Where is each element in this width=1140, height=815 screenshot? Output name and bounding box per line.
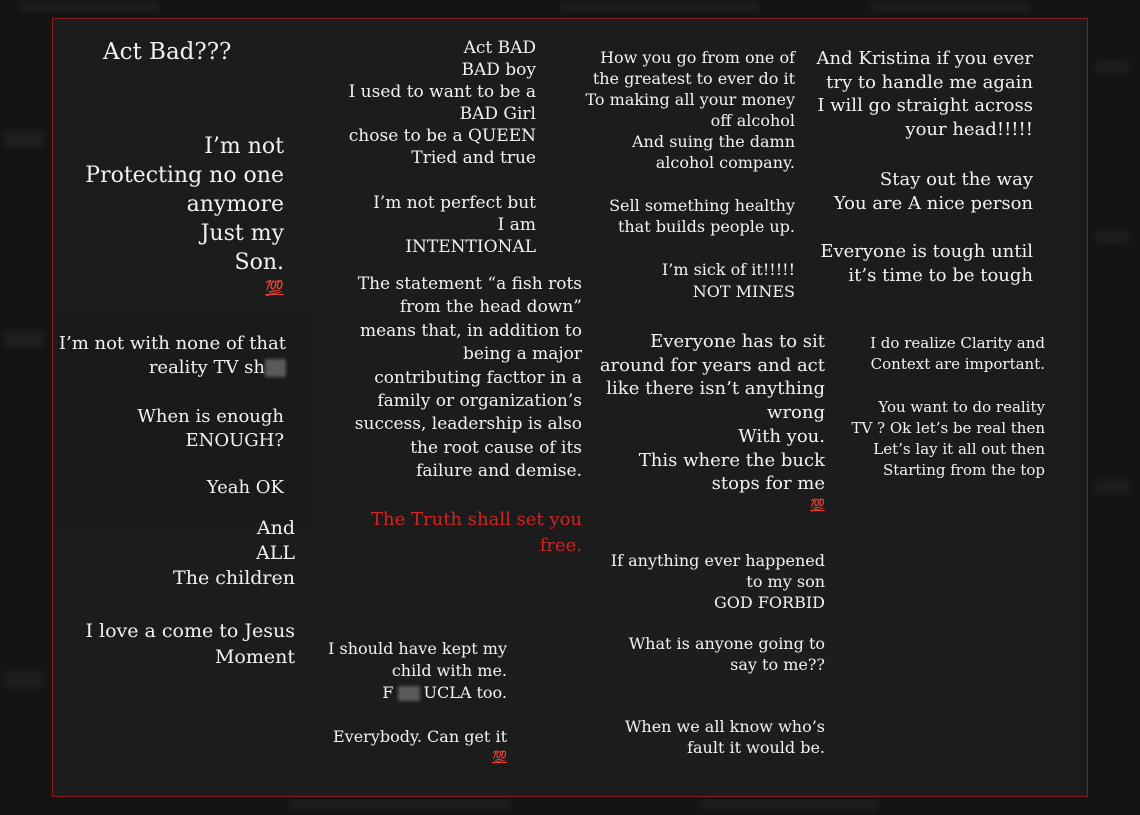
alcohol-line-5: And suing the damn bbox=[632, 132, 795, 151]
children-text bbox=[73, 516, 295, 591]
kristina-line-3: I will go straight across bbox=[817, 95, 1033, 116]
fish-line-4: being a major bbox=[462, 344, 582, 365]
alcohol-line-6: alcohol company. bbox=[655, 153, 795, 172]
alcohol-line-3: To making all your money bbox=[585, 90, 795, 109]
healthy-line-2: that builds people up. bbox=[618, 217, 795, 236]
clarity-line-2: Context are important. bbox=[870, 355, 1045, 373]
sit-line-3: like there isn’t anything bbox=[606, 378, 825, 400]
fish-line-5: contributing facttor in a bbox=[374, 367, 582, 388]
actbad-line-2: BAD boy bbox=[461, 60, 536, 80]
clarity-text bbox=[833, 333, 1045, 375]
fish-line-8: the root cause of its bbox=[410, 437, 582, 458]
collage-frame bbox=[52, 18, 1088, 797]
background-blur-8 bbox=[1095, 230, 1130, 244]
sit-line-1: Everyone has to sit bbox=[650, 331, 825, 352]
reality-tv-text bbox=[833, 397, 1045, 481]
background-blur-4 bbox=[4, 130, 44, 148]
kept-line-1: I should have kept my bbox=[328, 639, 507, 658]
background-blur-3 bbox=[870, 2, 1030, 12]
say-line-1: What is anyone going to bbox=[628, 634, 825, 653]
alcohol-line-4: off alcohol bbox=[710, 111, 795, 130]
realtv-line-4: Starting from the top bbox=[882, 461, 1045, 479]
actbad-line-4: BAD Girl bbox=[459, 104, 536, 124]
background-blur-5 bbox=[4, 330, 44, 348]
fish-line-6: family or organization’s bbox=[377, 391, 582, 412]
sit-line-5: With you. bbox=[738, 425, 825, 447]
protect-line-2: Protecting no one bbox=[85, 163, 284, 188]
realtv-line-1: You want to do reality bbox=[878, 398, 1045, 416]
ucla-suffix: UCLA too. bbox=[423, 683, 507, 702]
tough-line-2: it’s time to be tough bbox=[848, 265, 1033, 286]
censor-blur bbox=[265, 359, 286, 377]
protect-line-1: I’m not bbox=[204, 134, 284, 159]
protect-line-4: Just my bbox=[200, 221, 284, 246]
jesus-text bbox=[73, 618, 295, 670]
tough-text bbox=[813, 240, 1033, 288]
clarity-line-1: I do realize Clarity and bbox=[870, 334, 1045, 352]
reality-text bbox=[57, 332, 286, 380]
background-blur-7 bbox=[1095, 60, 1130, 74]
yeah-ok-text: Yeah OK bbox=[206, 477, 284, 498]
reality-line-1: I’m not with none of that bbox=[58, 333, 286, 354]
realtv-line-3: Let’s lay it all out then bbox=[873, 440, 1045, 458]
alcohol-line-1: How you go from one of bbox=[600, 48, 795, 67]
say-line-2: say to me?? bbox=[730, 655, 825, 674]
sick-line-1: I’m sick of it!!!!! bbox=[661, 260, 795, 279]
healthy-line-1: Sell something healthy bbox=[609, 196, 795, 215]
enough-line-1: When is enough bbox=[137, 406, 284, 427]
healthy-text bbox=[583, 195, 795, 237]
kristina-line-2: try to handle me again bbox=[826, 71, 1033, 93]
alcohol-line-2: the greatest to ever do it bbox=[592, 69, 795, 88]
background-blur-6 bbox=[4, 670, 44, 688]
act-bad-title: Act Bad??? bbox=[103, 39, 232, 65]
fish-rots-text bbox=[333, 273, 582, 484]
fault-line-1: When we all know who’s bbox=[624, 717, 825, 736]
hundred-emoji-icon-3: 💯 bbox=[810, 497, 825, 512]
background-blur-9 bbox=[1095, 480, 1130, 494]
stay-line-2: You are A nice person bbox=[833, 193, 1033, 214]
children-line-2: ALL bbox=[256, 542, 295, 564]
perfect-line-1: I’m not perfect but bbox=[373, 193, 536, 213]
perfect-line-3: INTENTIONAL bbox=[405, 237, 536, 257]
tough-line-1: Everyone is tough until bbox=[820, 241, 1033, 262]
fault-line-2: fault it would be. bbox=[687, 738, 825, 757]
hundred-emoji-icon: 💯 bbox=[265, 279, 284, 297]
kept-line-2: child with me. bbox=[391, 661, 507, 680]
hundred-emoji-icon-2: 💯 bbox=[492, 750, 507, 764]
kristina-line-4: your head!!!!! bbox=[905, 118, 1033, 140]
ucla-prefix: F bbox=[382, 683, 394, 702]
actbad-line-5: chose to be a QUEEN bbox=[348, 126, 536, 146]
background-blur-11 bbox=[700, 800, 880, 810]
jesus-line-1: I love a come to Jesus bbox=[85, 620, 295, 642]
sit-line-7: stops for me bbox=[711, 473, 825, 495]
fish-line-9: failure and demise. bbox=[416, 461, 582, 482]
children-line-3: The children bbox=[173, 567, 295, 589]
fault-text bbox=[583, 716, 825, 758]
say-text bbox=[583, 633, 825, 675]
fish-line-3: means that, in addition to bbox=[360, 320, 582, 341]
fish-line-2: from the head down” bbox=[399, 297, 582, 318]
son-line-1: If anything ever happened bbox=[610, 551, 825, 570]
stay-line-1: Stay out the way bbox=[879, 169, 1033, 190]
truth-line-2: free. bbox=[539, 535, 582, 556]
enough-line-2: ENOUGH? bbox=[185, 430, 284, 451]
actbad-line-1: Act BAD bbox=[463, 38, 536, 58]
reality-line-2 bbox=[57, 356, 286, 380]
protect-line-3: anymore bbox=[186, 192, 284, 217]
truth-line-1: The Truth shall set you bbox=[371, 509, 582, 530]
fish-line-1: The statement “a fish rots bbox=[357, 274, 582, 294]
actbad-line-6: Tried and true bbox=[411, 148, 536, 168]
perfect-line-2: I am bbox=[497, 215, 536, 235]
reality-line-2-text: reality TV sh bbox=[148, 357, 265, 378]
sit-line-6: This where the buck bbox=[638, 449, 825, 471]
son-line-2: to my son bbox=[746, 572, 825, 591]
kristina-text bbox=[813, 47, 1033, 141]
actbad-line-3: I used to want to be a bbox=[348, 82, 536, 102]
kristina-line-1: And Kristina if you ever bbox=[816, 48, 1033, 69]
alcohol-text bbox=[583, 47, 795, 173]
realtv-line-2: TV ? Ok let’s be real then bbox=[851, 419, 1045, 437]
stay-text bbox=[813, 168, 1033, 216]
everybody-line: Everybody. Can get it bbox=[332, 727, 507, 746]
sit-line-2: around for years and act bbox=[599, 354, 825, 376]
son-line-3: GOD FORBID bbox=[714, 593, 825, 612]
sick-line-2: NOT MINES bbox=[692, 282, 795, 301]
background-blur-2 bbox=[560, 2, 760, 12]
perfect-text bbox=[333, 192, 536, 258]
sit-line-4: wrong bbox=[767, 402, 825, 424]
censor-blur-ucla bbox=[398, 686, 420, 701]
sit-text bbox=[583, 330, 825, 514]
background-blur-10 bbox=[290, 800, 510, 810]
jesus-line-2: Moment bbox=[214, 646, 295, 668]
protecting-text bbox=[73, 132, 284, 299]
ucla-line bbox=[315, 682, 507, 704]
fish-line-7: success, leadership is also bbox=[354, 414, 582, 435]
son-text bbox=[583, 550, 825, 613]
protect-line-5: Son. bbox=[234, 250, 284, 275]
act-bad-text bbox=[333, 37, 536, 169]
enough-text bbox=[73, 405, 284, 453]
kept-child-text bbox=[315, 638, 507, 704]
children-line-1: And bbox=[256, 517, 295, 539]
truth-text bbox=[333, 507, 582, 559]
everybody-text bbox=[315, 726, 507, 766]
sick-text bbox=[583, 259, 795, 303]
background-blur-1 bbox=[20, 2, 160, 12]
